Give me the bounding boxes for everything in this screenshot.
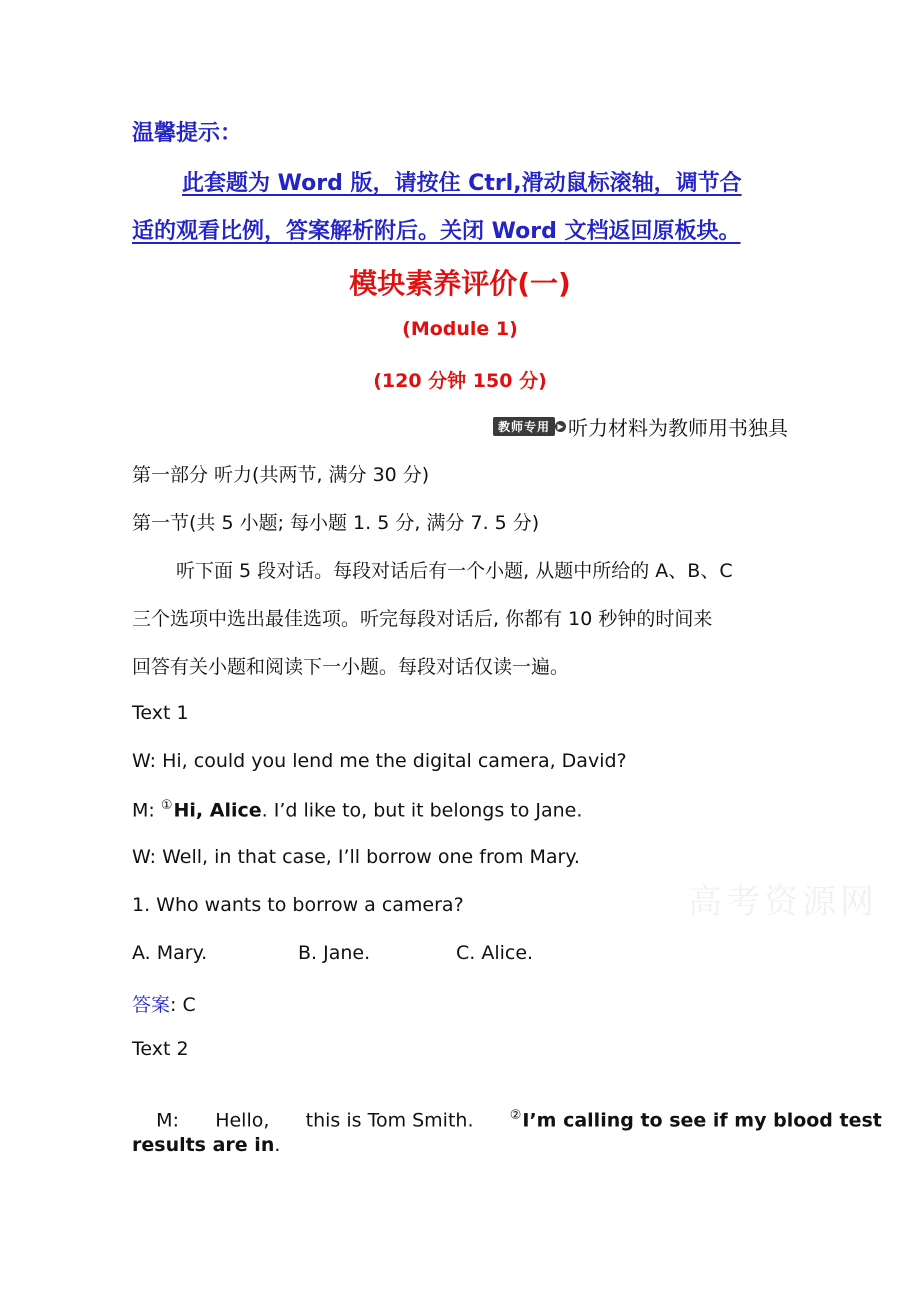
text1-dialogue-m1 <box>132 798 582 821</box>
module-label: (Module 1) <box>402 318 518 340</box>
part-heading: 第一部分 听力(共两节, 满分 30 分) <box>132 464 430 486</box>
watermark: 高考资源网 <box>688 882 878 922</box>
tip-label: 温馨提示： <box>132 121 243 146</box>
option-a: A. Mary. <box>132 942 208 964</box>
speaker-prefix: M: Hello, this is Tom Smith. <box>156 1109 510 1132</box>
dialogue-rest: . I’d like to, but it belongs to Jane. <box>261 799 583 822</box>
teacher-note <box>493 412 788 441</box>
question-1: 1. Who wants to borrow a camera? <box>132 894 464 916</box>
highlight-phrase: I’m calling to see if my blood test <box>522 1109 882 1132</box>
highlight-phrase-cont: results are in <box>132 1134 275 1156</box>
note-marker-2: ② <box>509 1108 522 1123</box>
teacher-note-text: 听力材料为教师用书独具 <box>568 416 788 440</box>
answer-1 <box>132 990 196 1017</box>
time-score: (120 分钟 150 分) <box>373 370 547 392</box>
text2-dialogue-m1-cont <box>132 1134 280 1156</box>
highlight-phrase: Hi, Alice <box>173 799 262 822</box>
text1-heading: Text 1 <box>132 702 189 724</box>
sentence-end: . <box>274 1134 281 1156</box>
option-c: C. Alice. <box>456 942 534 964</box>
page-title: 模块素养评价(一) <box>349 267 571 300</box>
teacher-badge: 教师专用 <box>493 417 555 436</box>
notice-line-2: 适的观看比例，答案解析附后。关闭 Word 文档返回原板块。 <box>132 219 741 244</box>
answer-label: 答案 <box>132 994 171 1016</box>
speaker-prefix: M: <box>132 799 161 822</box>
option-b: B. Jane. <box>298 942 371 964</box>
instructions-line-2: 三个选项中选出最佳选项。听完每段对话后, 你都有 10 秒钟的时间来 <box>132 608 713 630</box>
text1-dialogue-w2: W: Well, in that case, I’ll borrow one from Mary. <box>132 846 580 868</box>
section-heading: 第一节(共 5 小题; 每小题 1. 5 分, 满分 7. 5 分) <box>132 512 540 534</box>
play-icon: ▶ <box>555 421 566 432</box>
text1-dialogue-w1: W: Hi, could you lend me the digital camera, David? <box>132 750 627 772</box>
instructions-line-3: 回答有关小题和阅读下一小题。每段对话仅读一遍。 <box>132 656 570 678</box>
instructions-line-1: 听下面 5 段对话。每段对话后有一个小题, 从题中所给的 A、B、C <box>176 560 733 582</box>
notice-line-1: 此套题为 Word 版，请按住 Ctrl,滑动鼠标滚轴，调节合 <box>182 171 742 196</box>
note-marker-1: ① <box>160 798 173 813</box>
answer-value: : C <box>170 994 196 1016</box>
text2-heading: Text 2 <box>132 1038 189 1060</box>
question-1-options <box>132 942 533 964</box>
